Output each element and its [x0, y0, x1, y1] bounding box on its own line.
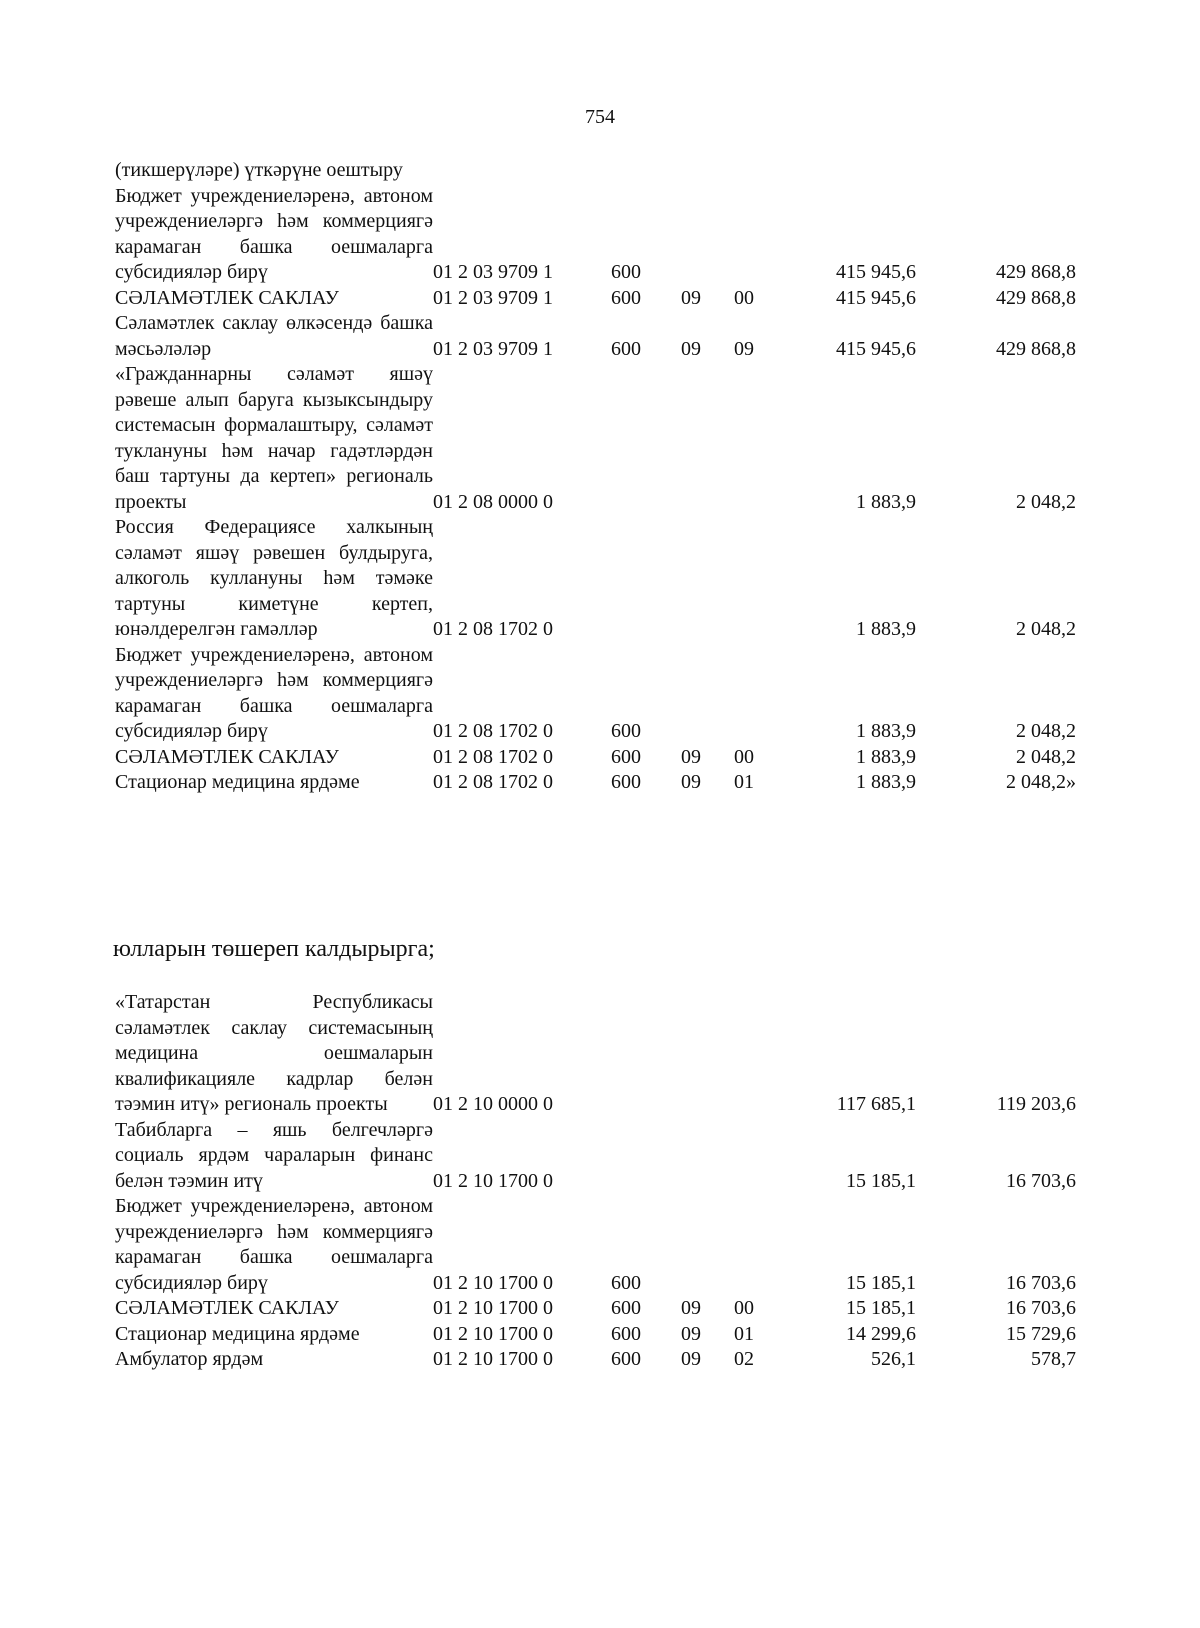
separator-text: юлларын төшереп калдырырга; [113, 936, 435, 962]
subsection-code: 02 [734, 1348, 754, 1370]
budget-table-1-body [115, 158, 1076, 796]
amount-year-1: 15 185,1 [846, 1169, 916, 1192]
amount-year-1: 117 685,1 [836, 1093, 916, 1115]
expense-type [611, 990, 681, 1118]
subsection-code [734, 158, 794, 184]
page-number: 754 [585, 106, 615, 128]
expense-type [611, 158, 681, 184]
amount-year-2: 429 868,8 [996, 286, 1076, 309]
table-row [115, 1296, 1076, 1322]
row-name: Табибларга – яшь белгечләргә социаль ярдәм чараларын финанс белән тәэмин итү [115, 1118, 433, 1192]
amount-year-1: 1 883,9 [856, 745, 916, 768]
amount-year-2: 16 703,6 [1006, 1297, 1076, 1319]
section-code [681, 1118, 734, 1195]
table-row [115, 643, 1076, 745]
table-row [115, 1347, 1076, 1373]
section-code: 09 [681, 337, 701, 360]
budget-table-2 [115, 990, 1076, 1373]
section-code: 09 [681, 1297, 701, 1319]
expense-type: 600 [611, 1348, 641, 1370]
expense-type: 600 [611, 1271, 641, 1294]
amount-year-2: 15 729,6 [1006, 1322, 1076, 1345]
section-code: 09 [681, 771, 701, 793]
table-row [115, 1322, 1076, 1348]
section-code: 09 [681, 286, 701, 309]
amount-year-1: 526,1 [871, 1348, 916, 1370]
section-code: 09 [681, 1322, 701, 1345]
row-name: Бюджет учреждениеләренә, автоном учреждениеләргә һәм коммерциягә карамаган башка оешмаларга субсидияләр бирү [115, 184, 433, 283]
amount-year-1: 415 945,6 [836, 261, 916, 283]
amount-year-2: 429 868,8 [996, 261, 1076, 283]
budget-table-1 [115, 158, 1076, 796]
table-row [115, 770, 1076, 796]
amount-year-1 [794, 158, 916, 184]
expense-type: 600 [611, 1297, 641, 1319]
expense-type: 600 [611, 720, 641, 742]
subsection-code [734, 643, 794, 745]
subsection-code [734, 184, 794, 286]
target-code: 01 2 08 1702 0 [433, 720, 553, 742]
subsection-code: 09 [734, 337, 754, 360]
amount-year-1: 1 883,9 [856, 490, 916, 513]
target-code: 01 2 03 9709 1 [433, 337, 553, 360]
amount-year-2: 578,7 [1031, 1348, 1076, 1370]
expense-type: 600 [611, 261, 641, 283]
table-row [115, 1194, 1076, 1296]
table-row [115, 1118, 1076, 1195]
section-code [681, 184, 734, 286]
amount-year-1: 1 883,9 [856, 720, 916, 742]
amount-year-1: 1 883,9 [856, 618, 916, 640]
section-code [681, 990, 734, 1118]
budget-table-2-body [115, 990, 1076, 1373]
row-name: СӘЛАМӘТЛЕК САКЛАУ [115, 1297, 339, 1319]
expense-type: 600 [611, 1322, 641, 1345]
section-code [681, 158, 734, 184]
subsection-code: 01 [734, 1322, 754, 1345]
subsection-code: 00 [734, 745, 754, 768]
subsection-code [734, 1118, 794, 1195]
target-code: 01 2 08 1702 0 [433, 745, 553, 768]
subsection-code [734, 362, 794, 515]
row-name: Стационар медицина ярдәме [115, 1322, 360, 1345]
target-code: 01 2 10 0000 0 [433, 1093, 553, 1115]
section-code [681, 515, 734, 643]
section-code: 09 [681, 745, 701, 768]
row-name: Сәламәтлек саклау өлкәсендә башка мәсьәләләр [115, 312, 433, 360]
amount-year-2: 16 703,6 [1006, 1169, 1076, 1192]
amount-year-2: 2 048,2 [1016, 720, 1076, 742]
amount-year-2: 2 048,2 [1016, 490, 1076, 513]
table-row [115, 286, 1076, 312]
row-name: СӘЛАМӘТЛЕК САКЛАУ [115, 745, 339, 768]
target-code [433, 158, 611, 184]
target-code: 01 2 08 1702 0 [433, 771, 553, 793]
expense-type [611, 1118, 681, 1195]
amount-year-1: 415 945,6 [836, 286, 916, 309]
row-name: Россия Федерациясе халкының сәламәт яшәү рәвешен булдыруга, алкоголь куллануны һәм тәмәке тартуны киметүне кертеп, юнәлдерелгән гамәлләр [115, 516, 433, 640]
expense-type: 600 [611, 745, 641, 768]
target-code: 01 2 08 0000 0 [433, 490, 553, 513]
table-row [115, 158, 1076, 184]
target-code: 01 2 10 1700 0 [433, 1297, 553, 1319]
section-code [681, 362, 734, 515]
amount-year-1: 14 299,6 [846, 1322, 916, 1345]
subsection-code: 00 [734, 1297, 754, 1319]
amount-year-1: 415 945,6 [836, 337, 916, 360]
row-name: Бюджет учреждениеләренә, автоном учреждениеләргә һәм коммерциягә карамаган башка оешмаларга субсидияләр бирү [115, 643, 433, 742]
subsection-code: 00 [734, 286, 754, 309]
target-code: 01 2 08 1702 0 [433, 618, 553, 640]
section-code [681, 1194, 734, 1296]
target-code: 01 2 10 1700 0 [433, 1169, 553, 1192]
subsection-code [734, 990, 794, 1118]
amount-year-2: 119 203,6 [996, 1093, 1076, 1115]
target-code: 01 2 10 1700 0 [433, 1271, 553, 1294]
target-code: 01 2 03 9709 1 [433, 286, 553, 309]
amount-year-1: 15 185,1 [846, 1297, 916, 1319]
expense-type: 600 [611, 286, 641, 309]
target-code: 01 2 03 9709 1 [433, 261, 553, 283]
target-code: 01 2 10 1700 0 [433, 1322, 553, 1345]
expense-type: 600 [611, 771, 641, 793]
table-row [115, 990, 1076, 1118]
row-name: «Гражданнарны сәламәт яшәү рәвеше алып баруга кызыксындыру системасын формалаштыру, сәламәт туклануны һәм начар гадәтләрдән баш тартуны да кертеп» региональ проекты [115, 363, 433, 513]
expense-type [611, 515, 681, 643]
table-row [115, 184, 1076, 286]
subsection-code [734, 1194, 794, 1296]
amount-year-1: 15 185,1 [846, 1271, 916, 1294]
row-name: СӘЛАМӘТЛЕК САКЛАУ [115, 286, 339, 309]
expense-type [611, 362, 681, 515]
table-row [115, 745, 1076, 771]
table-row [115, 311, 1076, 362]
subsection-code [734, 515, 794, 643]
amount-year-2: 429 868,8 [996, 337, 1076, 360]
row-name: (тикшерүләре) үткәрүне оештыру [115, 159, 403, 181]
row-name: «Татарстан Республикасы сәламәтлек саклау системасының медицина оешмаларын квалификацияле кадрлар белән тәэмин итү» региональ проекты [115, 991, 433, 1115]
table-row [115, 515, 1076, 643]
amount-year-1: 1 883,9 [856, 771, 916, 793]
row-name: Амбулатор ярдәм [115, 1348, 264, 1370]
amount-year-2 [916, 158, 1076, 184]
section-code: 09 [681, 1348, 701, 1370]
row-name: Стационар медицина ярдәме [115, 771, 360, 793]
section-code [681, 643, 734, 745]
table-row [115, 362, 1076, 515]
target-code: 01 2 10 1700 0 [433, 1348, 553, 1370]
amount-year-2: 16 703,6 [1006, 1271, 1076, 1294]
amount-year-2: 2 048,2 [1016, 745, 1076, 768]
subsection-code: 01 [734, 771, 754, 793]
expense-type: 600 [611, 337, 641, 360]
row-name: Бюджет учреждениеләренә, автоном учреждениеләргә һәм коммерциягә карамаган башка оешмаларга субсидияләр бирү [115, 1195, 433, 1294]
amount-year-2: 2 048,2» [1006, 771, 1076, 793]
amount-year-2: 2 048,2 [1016, 618, 1076, 640]
